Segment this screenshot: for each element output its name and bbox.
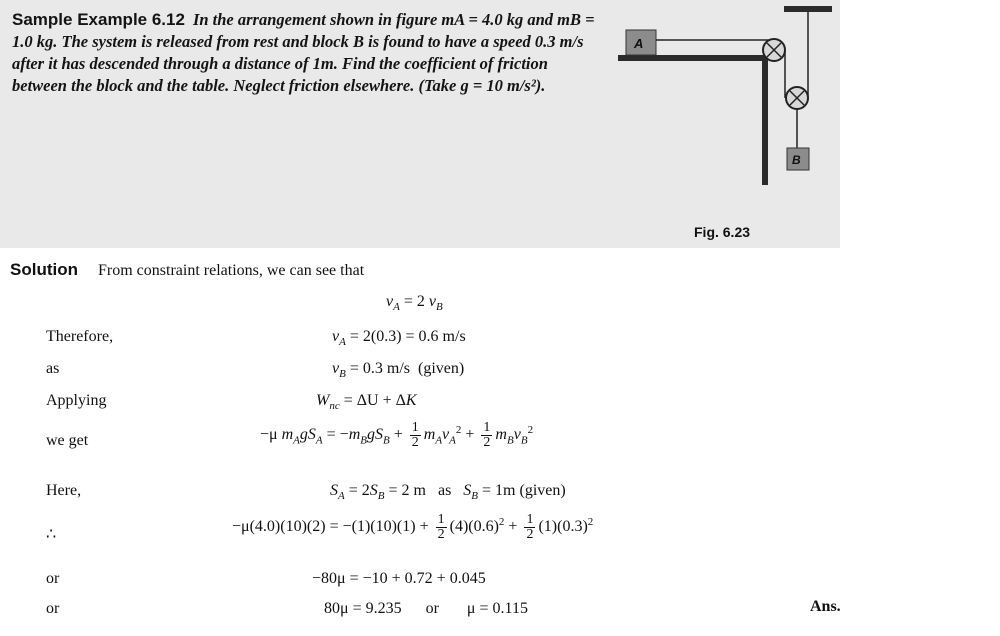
problem-statement bbox=[12, 9, 604, 97]
label-therefore: Therefore, bbox=[46, 328, 114, 345]
solution-intro: From constraint relations, we can see that bbox=[98, 262, 365, 279]
label-here: Here, bbox=[46, 482, 82, 499]
answer-marker: Ans. bbox=[810, 598, 841, 615]
equation-va: $v_A = 2(0.3) = 0.6$ m/s bbox=[332, 328, 466, 349]
problem-body: In the arrangement shown in figure mA = 4.0 kg and mB = 1.0 kg. The system is released from rest and block B is found to have a speed 0.3 m/s after it has descended through a distance of 1m. Find the coefficient of friction between the block and the table. Neglect friction elsewhere. (Take g = 10 m/s²). bbox=[12, 10, 595, 95]
example-title: Sample Example 6.12 bbox=[12, 10, 185, 29]
label-we-get: we get bbox=[46, 432, 89, 449]
table-edge bbox=[762, 55, 768, 185]
label-as: as bbox=[46, 360, 60, 377]
figure-caption: Fig. 6.23 bbox=[694, 224, 751, 240]
equation-displacements: $S_A = 2S_B = 2$ m as $S_B = 1m$ (given) bbox=[330, 482, 566, 503]
ceiling bbox=[784, 6, 832, 12]
equation-vb: $v_B = 0.3$ m/s (given) bbox=[332, 360, 465, 381]
block-a-label: A bbox=[634, 36, 644, 51]
equation-constraint: $v_A = 2$ $v_B$ bbox=[386, 293, 443, 314]
label-or-2: or bbox=[46, 600, 60, 617]
label-applying: Applying bbox=[46, 392, 107, 409]
label-hence: ∴ bbox=[46, 526, 57, 543]
label-or-1: or bbox=[46, 570, 60, 587]
equation-simplified: −80μ = −10 + 0.72 + 0.045 bbox=[312, 570, 486, 587]
pulley-figure bbox=[612, 0, 842, 215]
equation-energy-expanded: −μ $m_AgS_A = -m_BgS_B$ + $\frac{1}{2}$ $m_Av_A^2$ + $\frac{1}{2}$ $m_Bv_B^2$ bbox=[260, 420, 534, 450]
solution-heading: Solution bbox=[10, 260, 78, 279]
equation-result: 80μ = 9.235 or μ = 0.115 bbox=[324, 600, 528, 617]
equation-substituted: −μ(4.0)(10)(2) = −(1)(10)(1) + $\frac{1}{2}$ $(4)(0.6)^2$ + $\frac{1}{2}$ $(1)(0.3)^2$ bbox=[232, 512, 594, 542]
block-b-label: B bbox=[792, 153, 801, 167]
equation-work-energy: $W_{nc} = \Delta U + \Delta K$ bbox=[316, 392, 417, 413]
table-top bbox=[618, 55, 768, 61]
